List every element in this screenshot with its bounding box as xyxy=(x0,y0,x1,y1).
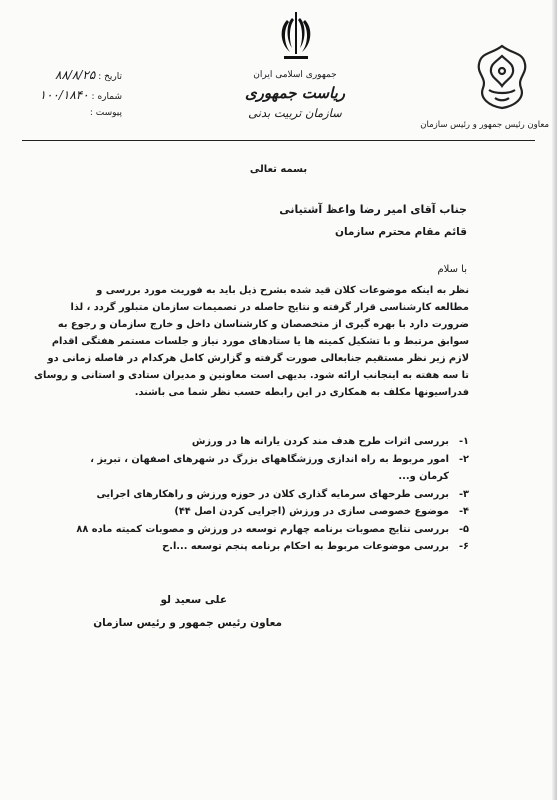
item-number: ۳- xyxy=(458,488,469,500)
organization-logo xyxy=(465,42,539,112)
greeting: با سلام xyxy=(437,264,467,275)
attachment-field xyxy=(36,108,122,118)
recipient-name: جناب آقای امیر رضا واعظ آشتیانی xyxy=(279,203,467,216)
emblem-line-country: جمهوری اسلامی ایران xyxy=(253,70,337,80)
emblem-line-presidency: ریاست جمهوری xyxy=(244,84,346,102)
attachment-label: پیوست : xyxy=(89,108,122,118)
list-item xyxy=(87,451,469,469)
item-text: بررسی نتایج مصوبات برنامه چهارم توسعه در ورزش و مصوبات کمیته ماده ۸۸ xyxy=(76,523,449,535)
paragraph-line: تا سه هفته به اینجانب ارائه شود. بدیهی است معاونین و مدیران ستادی و استانی و روسای xyxy=(34,370,469,381)
organization-caption: معاون رئیس جمهور و رئیس سازمان xyxy=(420,120,549,130)
list-item xyxy=(87,433,469,451)
emblem-icon xyxy=(278,10,314,62)
list-item xyxy=(87,486,469,504)
date-label: تاریخ : xyxy=(98,72,122,82)
number-value: ۱۰۰/۱۸۴۰ xyxy=(39,88,89,102)
item-text: موضوع خصوصی سازی در ورزش (اجرایی کردن اصل ۴۴) xyxy=(174,506,449,517)
paragraph-line: فدراسیونها مکلف به همکاری در این رابطه حسب نظر شما می باشند. xyxy=(134,387,469,398)
item-number: ۶- xyxy=(458,541,469,552)
recipient-title: قائم مقام محترم سازمان xyxy=(335,226,467,238)
scan-edge-shadow xyxy=(552,0,557,800)
paragraph-line: ضرورت دارد با بهره گیری از متخصصان و کارشناسان داخل و خارج سازمان و رجوع به xyxy=(57,319,469,330)
item-number: ۵- xyxy=(458,523,469,535)
list-item xyxy=(76,521,469,539)
signature-title: معاون رئیس جمهور و رئیس سازمان xyxy=(93,617,282,629)
paragraph-line: مطالعه کارشناسی قرار گرفته و نتایج حاصله در تصمیمات سازمان متبلور گردد ، لذا xyxy=(70,302,469,313)
date-value: ۸۸/۸/۲۵ xyxy=(55,68,96,82)
number-label: شماره : xyxy=(91,92,122,102)
item-text: بررسی موضوعات مربوط به احکام برنامه پنجم توسعه ...ا.ح xyxy=(162,541,449,552)
list-item xyxy=(87,503,469,521)
list-item-continuation xyxy=(87,468,469,486)
topic-list xyxy=(76,433,469,556)
date-field xyxy=(36,68,122,82)
item-text: بررسی طرحهای سرمایه گذاری کلان در حوزه ورزش و راهکارهای اجرایی xyxy=(96,488,449,500)
item-text: بررسی اثرات طرح هدف مند کردن یارانه ها در ورزش xyxy=(191,436,449,447)
list-item xyxy=(87,538,469,556)
number-field xyxy=(36,88,122,102)
item-number: ۱- xyxy=(458,436,469,447)
item-text: کرمان و... xyxy=(398,471,449,482)
paragraph-line: لازم زیر نظر مستقیم جنابعالی صورت گرفته و گزارش کامل هرکدام در فاصله زمانی دو xyxy=(47,353,469,364)
body-paragraph xyxy=(34,282,469,401)
item-text: امور مربوط به راه اندازی ورزشگاههای بزرگ در شهرهای اصفهان ، تبریز ، xyxy=(90,453,449,465)
signature-name: علی سعید لو xyxy=(160,594,227,606)
paragraph-line: نظر به اینکه موضوعات کلان قید شده بشرح ذیل باید به فوریت مورد بررسی و xyxy=(96,285,469,296)
paragraph-line: سوابق مرتبط و با تشکیل کمیته ها یا ستادهای مورد نیاز و جلسات مستمر هفتگی اقدام xyxy=(51,336,469,347)
emblem-line-organization: سازمان تربیت بدنی xyxy=(248,106,342,120)
item-number: ۴- xyxy=(458,506,469,517)
item-number: ۲- xyxy=(458,453,469,465)
header-divider xyxy=(22,140,535,141)
bismillah: بسمه تعالی xyxy=(249,164,308,175)
